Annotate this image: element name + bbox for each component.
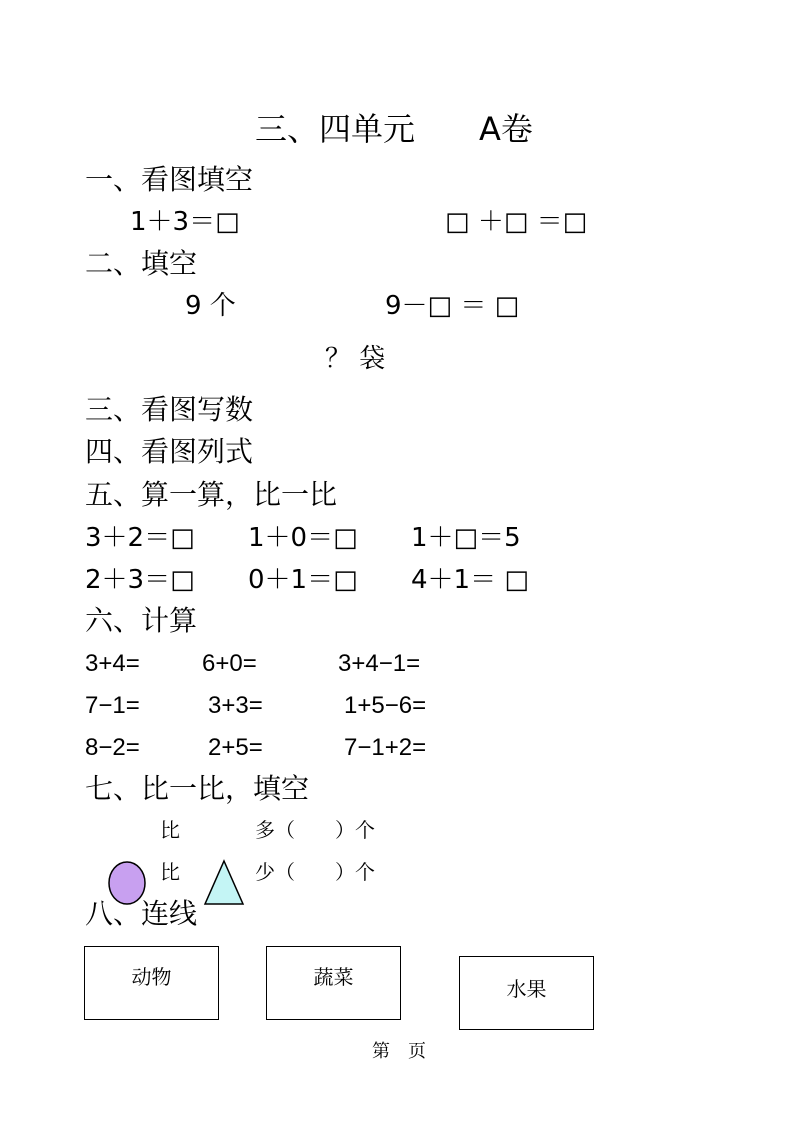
s1-equation-right: □ ＋□ ＝□ xyxy=(445,207,588,237)
s6-calc-r2c1: 7−1= xyxy=(85,692,140,719)
s6-calc-r2c2: 3+3= xyxy=(208,692,263,719)
section-7-heading: 七、比一比，填空 xyxy=(85,772,310,805)
page-footer: 第 页 xyxy=(372,1041,426,1062)
s5-eq-r2c1: 2＋3＝□ xyxy=(85,565,195,595)
match-box-vegetables[interactable] xyxy=(266,946,401,1020)
s6-calc-r2c3: 1+5−6= xyxy=(344,692,427,719)
s2-question-label: ？ 袋 xyxy=(325,344,386,374)
s6-calc-r3c1: 8−2= xyxy=(85,734,140,761)
s5-eq-r2c2: 0＋1＝□ xyxy=(248,565,358,595)
s2-equation: 9－□ ＝ □ xyxy=(385,291,520,321)
s6-calc-r1c3: 3+4−1= xyxy=(338,650,421,677)
section-6-heading: 六、计算 xyxy=(85,604,198,637)
s6-calc-r1c2: 6+0= xyxy=(202,650,257,677)
s7-line1-bi: 比 xyxy=(160,818,180,842)
s5-eq-r1c2: 1＋0＝□ xyxy=(248,523,358,553)
s6-calc-r1c1: 3+4= xyxy=(85,650,140,677)
s5-eq-r1c1: 3＋2＝□ xyxy=(85,523,195,553)
s7-line2-bi: 比 xyxy=(160,860,180,884)
s1-equation-left: 1＋3＝□ xyxy=(130,207,240,237)
cyan-triangle-shape xyxy=(202,858,246,908)
match-box-fruits-label: 水果 xyxy=(506,977,547,1001)
s6-calc-r3c3: 7−1+2= xyxy=(344,734,427,761)
section-1-heading: 一、看图填空 xyxy=(85,163,254,196)
section-3-heading: 三、看图写数 xyxy=(85,393,254,426)
s7-line1-more: 多（ ）个 xyxy=(255,818,375,842)
s5-eq-r1c3: 1＋□＝5 xyxy=(411,523,521,553)
match-box-animals-label: 动物 xyxy=(131,965,172,989)
section-5-heading: 五、算一算，比一比 xyxy=(85,478,338,511)
match-box-vegetables-label: 蔬菜 xyxy=(313,965,354,989)
match-box-fruits[interactable] xyxy=(459,956,594,1030)
match-box-animals[interactable] xyxy=(84,946,219,1020)
page-title: 三、四单元 A卷 xyxy=(255,110,533,148)
section-4-heading: 四、看图列式 xyxy=(85,435,254,468)
section-8-heading: 八、连线 xyxy=(85,897,198,930)
s5-eq-r2c3: 4＋1＝ □ xyxy=(411,565,529,595)
s7-line2-less: 少（ ）个 xyxy=(255,860,375,884)
s6-calc-r3c2: 2+5= xyxy=(208,734,263,761)
s2-count-label: 9 个 xyxy=(185,291,236,321)
section-2-heading: 二、填空 xyxy=(85,247,198,280)
